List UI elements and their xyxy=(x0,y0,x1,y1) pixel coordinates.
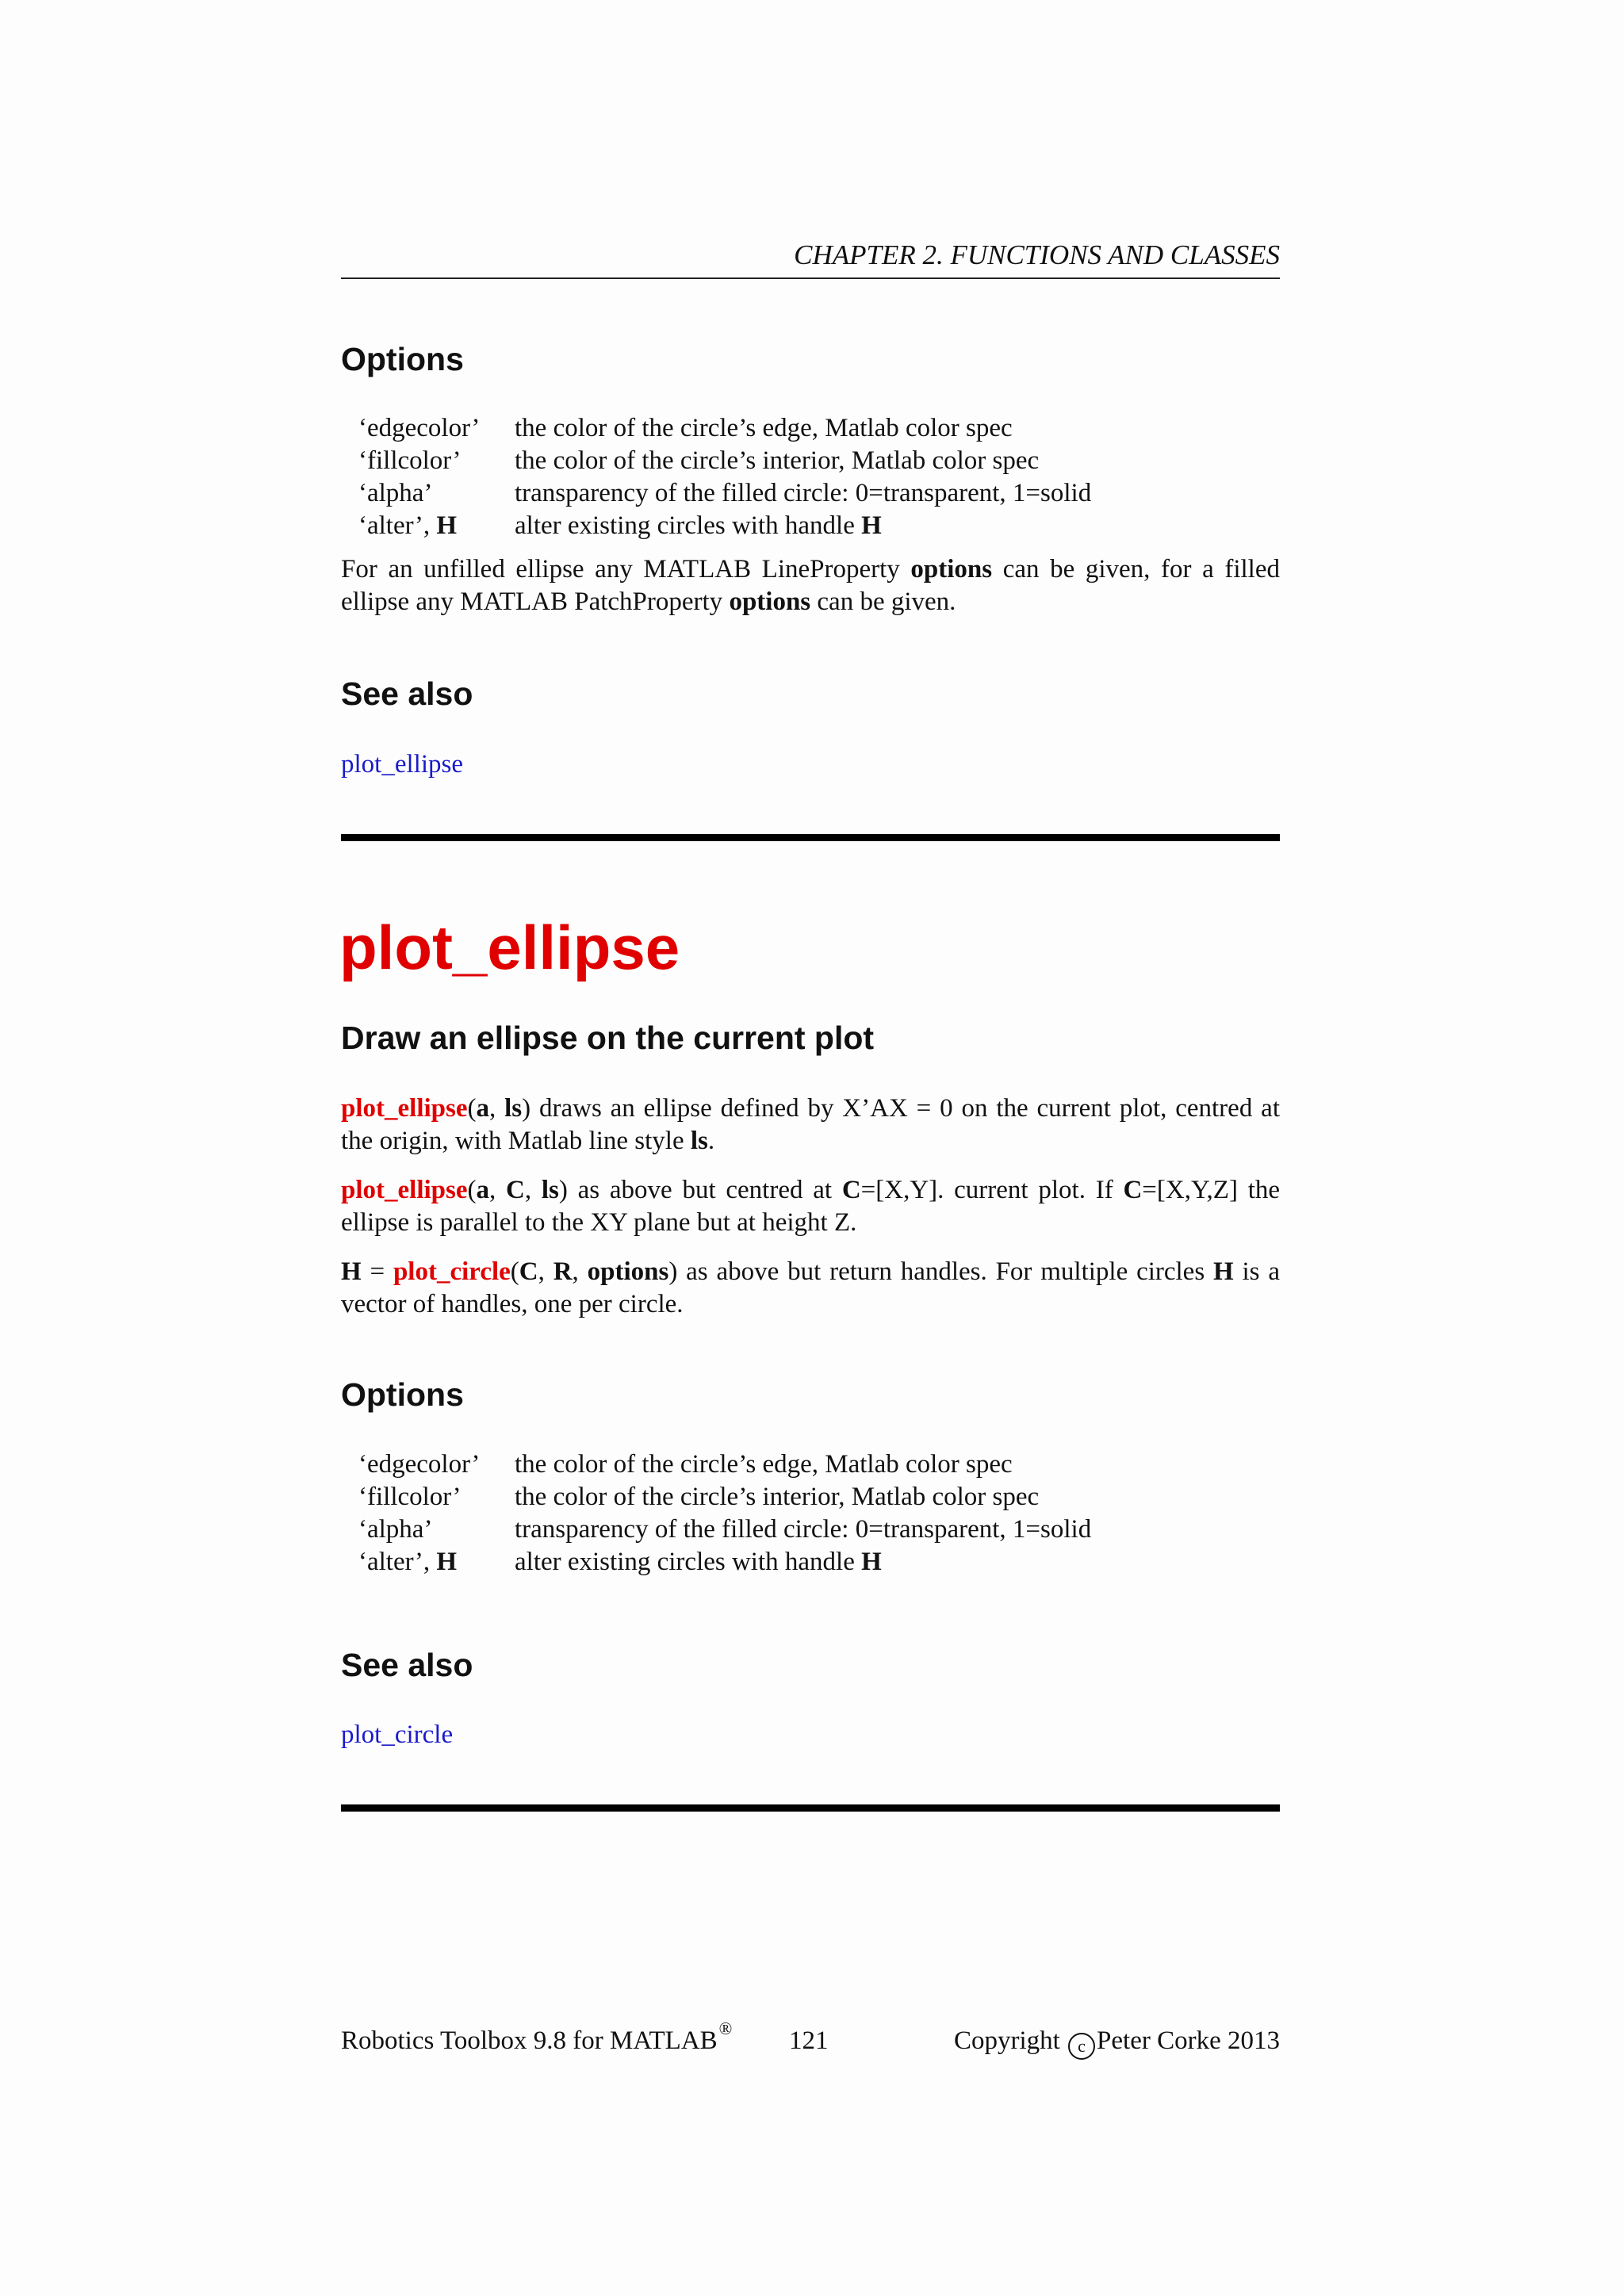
running-head: CHAPTER 2. FUNCTIONS AND CLASSES xyxy=(341,236,1280,279)
page-number: 121 xyxy=(789,2026,829,2055)
option-description: the color of the circle’s interior, Matlab color spec xyxy=(515,1483,1040,1511)
footer-copyright: Copyright c Peter Corke 2013 xyxy=(954,2023,1280,2060)
option-key: ‘edgecolor’ xyxy=(358,414,481,442)
description-paragraph-2: plot_ellipse(a, C, ls) as above but centred at C=[X,Y]. current plot. If C=[X,Y,Z] the ellipse is parallel to the XY plane but at height Z. xyxy=(341,1176,1281,1237)
option-key: ‘alter’, H xyxy=(358,511,457,540)
see-also-heading: See also xyxy=(341,1647,473,1683)
section-divider xyxy=(341,1804,1280,1812)
see-also-link-plot-circle[interactable]: plot_circle xyxy=(341,1720,454,1749)
description-paragraph-1: plot_ellipse(a, ls) draws an ellipse defined by X’AX = 0 on the current plot, centred at the origin, with Matlab line style ls. xyxy=(341,1094,1280,1155)
option-row xyxy=(358,477,1091,510)
section-divider xyxy=(341,834,1280,841)
option-row xyxy=(358,1448,1091,1481)
option-key: ‘alpha’ xyxy=(358,479,433,507)
options-table xyxy=(358,412,1091,542)
function-title: plot_ellipse xyxy=(339,913,680,982)
option-row xyxy=(358,1546,1091,1578)
description-paragraph-3: H = plot_circle(C, R, options) as above but return handles. For multiple circles H is a vector of handles, one per circle. xyxy=(341,1257,1280,1318)
copyright-icon: c xyxy=(1068,2033,1095,2060)
see-also-heading: See also xyxy=(341,675,473,712)
option-description: the color of the circle’s edge, Matlab color spec xyxy=(515,414,1013,442)
option-description: transparency of the filled circle: 0=transparent, 1=solid xyxy=(515,1515,1092,1544)
option-row xyxy=(358,445,1091,477)
option-row xyxy=(358,1513,1091,1546)
option-key: ‘alter’, H xyxy=(358,1548,457,1576)
option-description: alter existing circles with handle H xyxy=(515,1548,882,1576)
option-description: the color of the circle’s edge, Matlab color spec xyxy=(515,1450,1013,1479)
option-row xyxy=(358,1481,1091,1513)
options-heading: Options xyxy=(341,341,464,377)
option-description: alter existing circles with handle H xyxy=(515,511,882,540)
option-row xyxy=(358,510,1091,542)
options-heading: Options xyxy=(341,1376,464,1413)
options-table xyxy=(358,1448,1091,1578)
option-description: the color of the circle’s interior, Matlab color spec xyxy=(515,446,1040,475)
option-row xyxy=(358,412,1091,445)
option-key: ‘fillcolor’ xyxy=(358,1483,462,1511)
function-subtitle: Draw an ellipse on the current plot xyxy=(341,1020,875,1056)
option-key: ‘edgecolor’ xyxy=(358,1450,481,1479)
footer-title: Robotics Toolbox 9.8 for MATLAB® xyxy=(341,2019,733,2055)
see-also-link-plot-ellipse[interactable]: plot_ellipse xyxy=(341,750,463,779)
options-note: For an unfilled ellipse any MATLAB LineProperty options can be given, for a filled ellipse any MATLAB PatchProperty options can be given. xyxy=(341,555,1280,616)
option-key: ‘alpha’ xyxy=(358,1515,433,1544)
option-key: ‘fillcolor’ xyxy=(358,446,462,475)
option-description: transparency of the filled circle: 0=transparent, 1=solid xyxy=(515,479,1092,507)
